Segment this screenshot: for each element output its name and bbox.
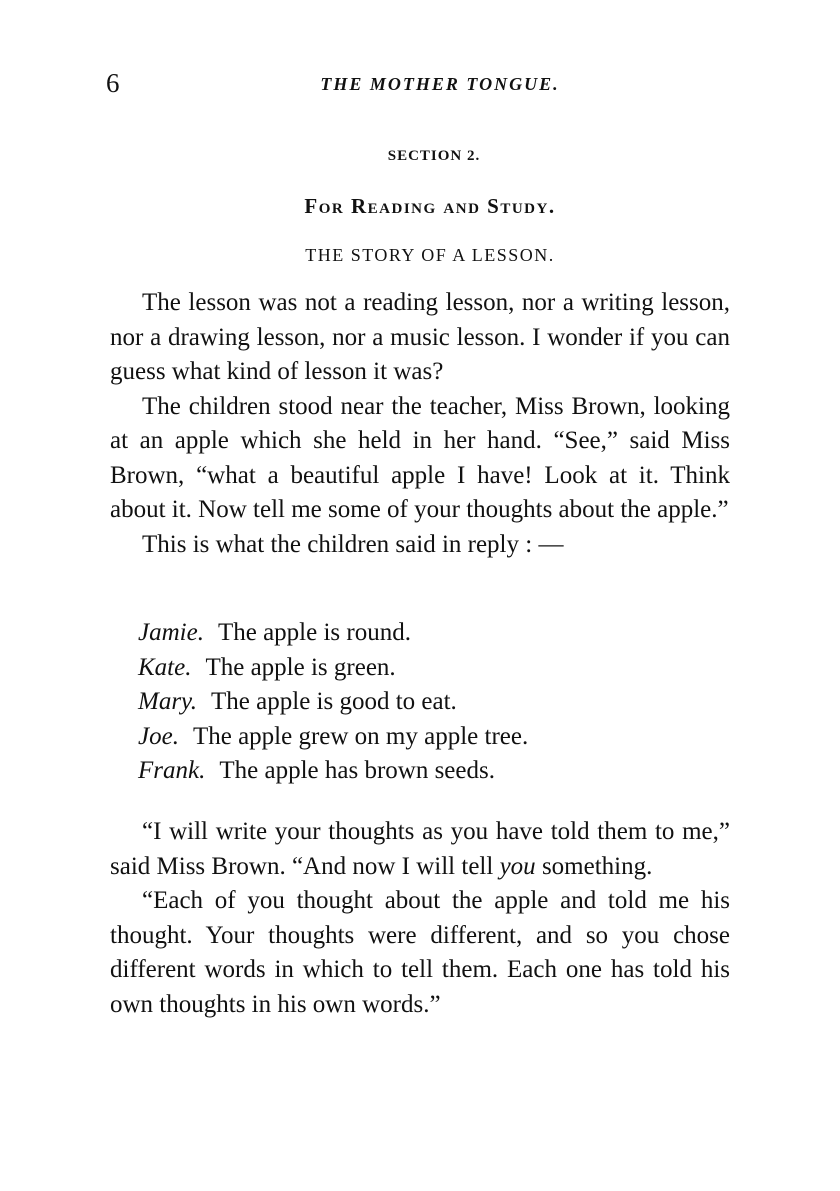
reply-line <box>138 685 528 720</box>
speaker-name: Frank. <box>138 757 206 784</box>
reply-text: The apple has brown seeds. <box>219 757 495 784</box>
page-number: 6 <box>106 68 120 98</box>
running-head <box>0 68 840 108</box>
reply-line <box>138 754 528 789</box>
children-replies <box>138 616 528 789</box>
reply-line <box>138 651 528 686</box>
paragraph: The children stood near the teacher, Miss Brown, looking at an apple which she held in her hand. “See,” said Miss Brown, “what a beautiful apple I have! Look at it. Think about it. Now tell me some of your thoughts about the apple.” <box>110 392 730 523</box>
paragraph-text: “I will write your thoughts as you have told them to me,” said Miss Brown. “And now I will tell <box>110 818 730 880</box>
reply-text: The apple is round. <box>217 619 411 646</box>
speaker-name: Jamie. <box>138 619 204 646</box>
speaker-name: Mary. <box>138 688 198 715</box>
paragraph <box>110 815 730 884</box>
reply-text: The apple is good to eat. <box>211 688 457 715</box>
paragraph: This is what the children said in reply : — <box>142 530 564 558</box>
emphasized-word: you <box>499 852 536 880</box>
reply-line <box>138 616 528 651</box>
paragraph: “Each of you thought about the apple and told me his thought. Your thoughts were different, and so you chose different words in which to tell them. Each one has told his own thoughts in his own words.” <box>110 887 730 1018</box>
paragraph-text: something. <box>535 852 653 880</box>
section-subheading: For Reading and Study. <box>304 194 556 218</box>
reply-text: The apple is green. <box>205 653 396 681</box>
speaker-name: Joe. <box>138 722 179 750</box>
speaker-name: Kate. <box>138 653 192 681</box>
reply-text: The apple grew on my apple tree. <box>192 722 529 750</box>
reply-line <box>138 720 528 755</box>
intro-text <box>110 286 730 562</box>
story-title: THE STORY OF A LESSON. <box>305 245 555 265</box>
paragraph: The lesson was not a reading lesson, nor a writing lesson, nor a drawing lesson, nor a music lesson. I wonder if you can guess what kind of lesson it was? <box>110 289 730 385</box>
section-heading: SECTION 2. <box>387 148 481 164</box>
closing-text <box>110 815 730 1022</box>
running-title: THE MOTHER TONGUE. <box>320 74 560 94</box>
